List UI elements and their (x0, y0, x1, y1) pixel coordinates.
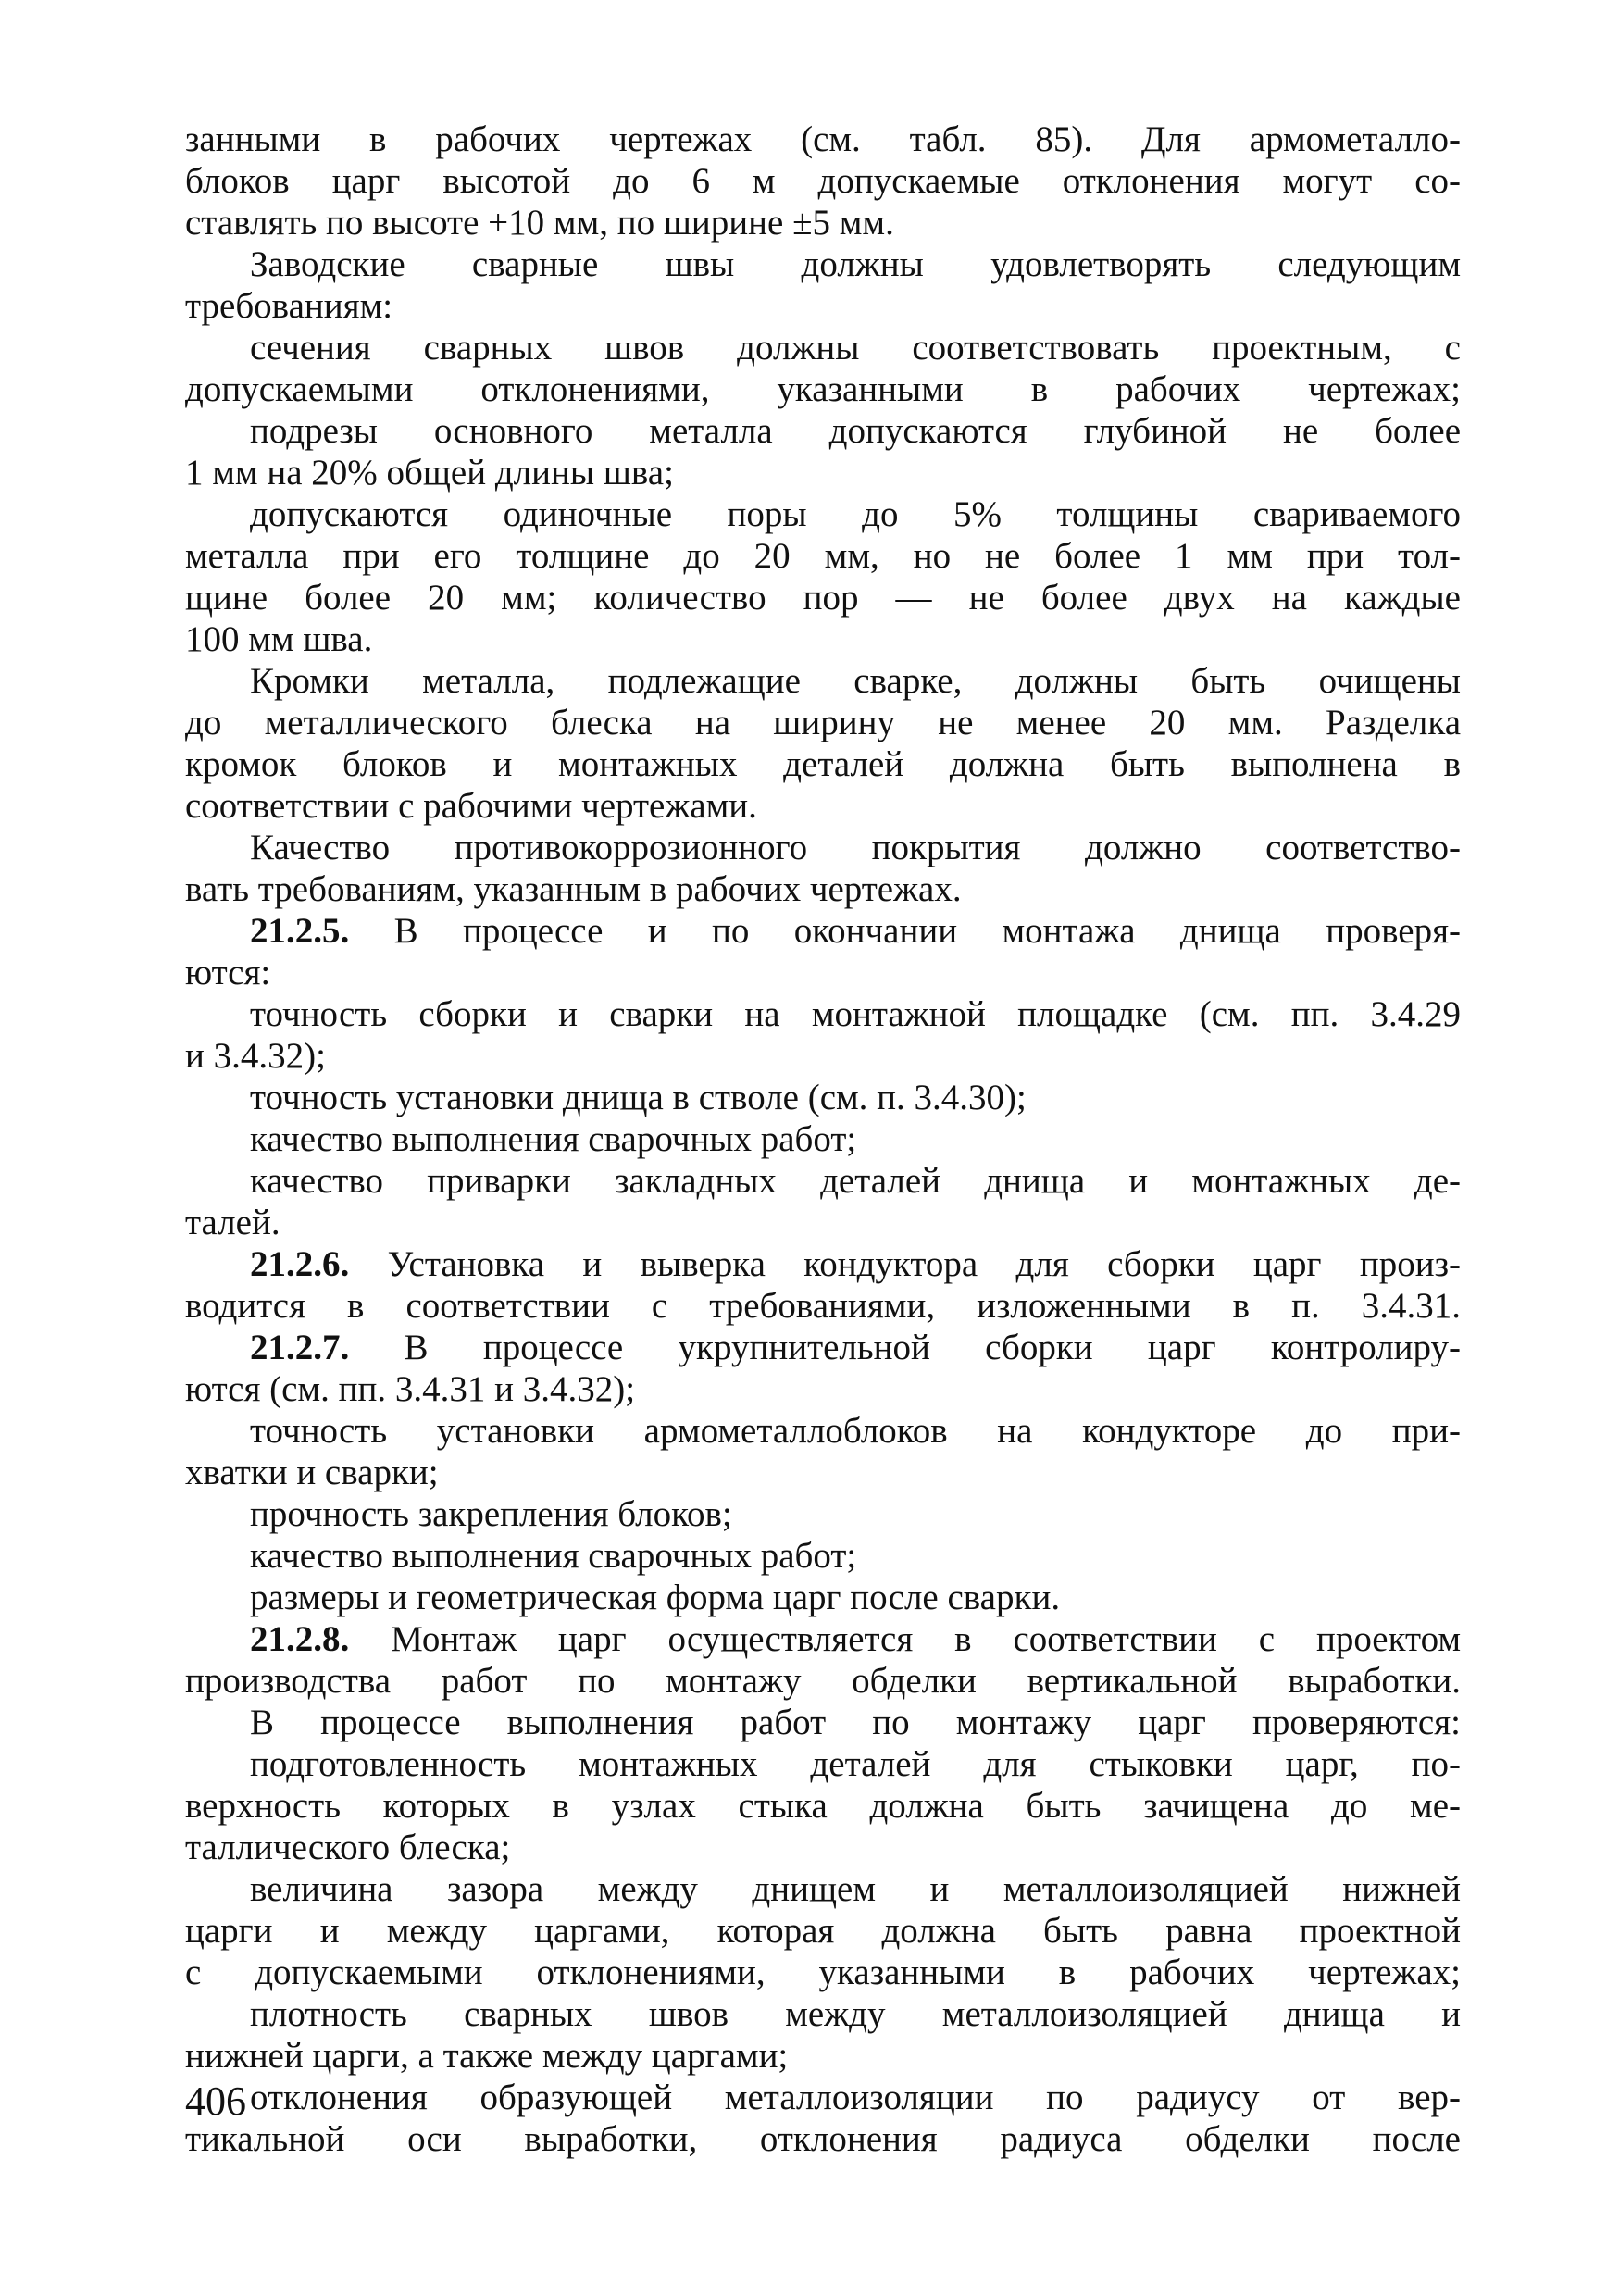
text-line: 100 мм шва. (185, 619, 373, 659)
text-line: плотность сварных швов между металлоизоляцией днища и (250, 1994, 1461, 2034)
text-line: качество приварки закладных деталей днища и монтажных де- (250, 1161, 1461, 1201)
text-line: царги и между царгами, которая должна быть равна проектной (185, 1911, 1461, 1951)
text-line: величина зазора между днищем и металлоизоляцией нижней (250, 1869, 1461, 1909)
page-text-body (185, 119, 1461, 2160)
text-line: производства работ по монтажу обделки вертикальной выработки. (185, 1661, 1461, 1701)
text-line: с допускаемыми отклонениями, указанными в рабочих чертежах; (185, 1953, 1461, 1992)
text-line: кромок блоков и монтажных деталей должна быть выполнена в (185, 744, 1461, 784)
text-line: верхность которых в узлах стыка должна быть зачищена до ме- (185, 1786, 1461, 1826)
text-line: Кромки металла, подлежащие сварке, должны быть очищены (250, 661, 1461, 701)
text-line: и 3.4.32); (185, 1036, 326, 1076)
text-line: подготовленность монтажных деталей для стыковки царг, по- (250, 1744, 1461, 1784)
section-number: 21.2.5. (250, 911, 350, 951)
text-line: размеры и геометрическая форма царг после сварки. (250, 1578, 1061, 1617)
text-line-content: В процессе укрупнительной сборки царг контролиру- (404, 1328, 1462, 1367)
text-line: 1 мм на 20% общей длины шва; (185, 453, 674, 493)
text-line: тикальной оси выработки, отклонения радиуса обделки после (185, 2119, 1461, 2159)
text-line: таллического блеска; (185, 1828, 511, 1867)
text-line: допускаемыми отклонениями, указанными в рабочих чертежах; (185, 369, 1461, 409)
page-number: 406 (185, 2078, 246, 2124)
text-line (185, 1243, 1461, 1285)
text-line-content: В процессе и по окончании монтажа днища проверя- (393, 911, 1461, 951)
text-line: вать требованиям, указанным в рабочих чертежах. (185, 869, 962, 909)
text-line: качество выполнения сварочных работ; (250, 1119, 857, 1159)
text-line: ются (см. пп. 3.4.31 и 3.4.32); (185, 1369, 636, 1409)
text-line: блоков царг высотой до 6 м допускаемые отклонения могут со- (185, 161, 1461, 201)
text-line: В процессе выполнения работ по монтажу царг проверяются: (250, 1703, 1461, 1742)
section-number: 21.2.6. (250, 1244, 350, 1284)
text-line: точность сборки и сварки на монтажной площадке (см. пп. 3.4.29 (250, 994, 1461, 1034)
text-line: талей. (185, 1203, 280, 1242)
text-line (185, 1618, 1461, 1660)
text-line: отклонения образующей металлоизоляции по радиусу от вер- (250, 2078, 1461, 2117)
text-line: точность установки днища в стволе (см. п. 3.4.30); (250, 1078, 1027, 1117)
text-line: точность установки армометаллоблоков на кондукторе до при- (250, 1411, 1461, 1451)
text-line: сечения сварных швов должны соответствовать проектным, с (250, 328, 1461, 368)
text-line: водится в соответствии с требованиями, изложенными в п. 3.4.31. (185, 1286, 1461, 1326)
text-line: прочность закрепления блоков; (250, 1494, 732, 1534)
text-line: ставлять по высоте +10 мм, по ширине ±5 мм. (185, 203, 894, 243)
text-line-content: Монтаж царг осуществляется в соответствии с проектом (391, 1619, 1462, 1659)
section-number: 21.2.8. (250, 1619, 350, 1659)
text-line: соответствии с рабочими чертежами. (185, 786, 757, 826)
text-line (185, 1327, 1461, 1368)
text-line: требованиям: (185, 286, 393, 326)
text-line-content: Установка и выверка кондуктора для сборки царг произ- (387, 1244, 1461, 1284)
text-line: до металлического блеска на ширину не менее 20 мм. Разделка (185, 703, 1461, 742)
text-line: металла при его толщине до 20 мм, но не более 1 мм при тол- (185, 536, 1461, 576)
section-number: 21.2.7. (250, 1328, 350, 1367)
text-line: подрезы основного металла допускаются глубиной не более (250, 411, 1461, 451)
text-line: нижней царги, а также между царгами; (185, 2036, 789, 2076)
text-line: Качество противокоррозионного покрытия должно соответство- (250, 828, 1461, 867)
text-line: качество выполнения сварочных работ; (250, 1536, 857, 1576)
text-line: допускаются одиночные поры до 5% толщины свариваемого (250, 494, 1461, 534)
text-line: ются: (185, 953, 271, 992)
text-line (185, 910, 1461, 952)
text-line: хватки и сварки; (185, 1453, 439, 1492)
text-line: занными в рабочих чертежах (см. табл. 85). Для армометалло- (185, 119, 1461, 159)
text-line: щине более 20 мм; количество пор — не более двух на каждые (185, 578, 1461, 618)
text-line: Заводские сварные швы должны удовлетворять следующим (250, 244, 1461, 284)
